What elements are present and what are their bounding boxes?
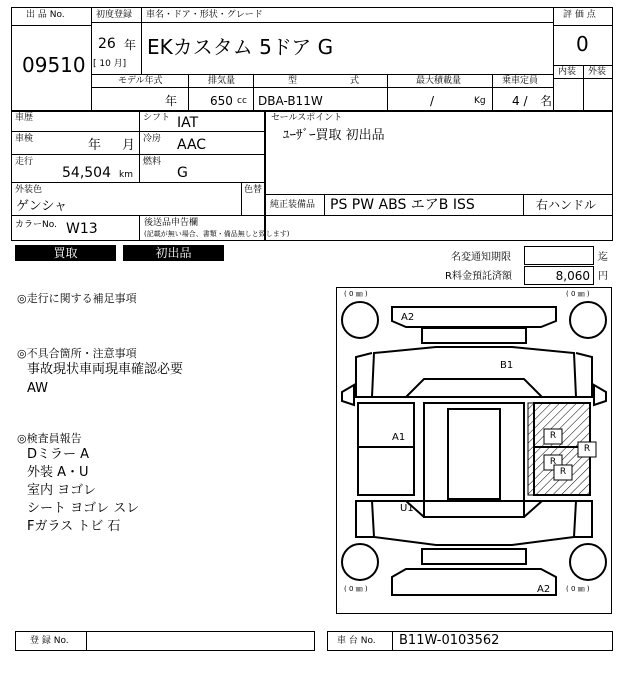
rear-window bbox=[406, 501, 542, 517]
type-label-2: 式 bbox=[350, 76, 360, 86]
divider bbox=[139, 215, 140, 241]
sunroof bbox=[448, 409, 500, 499]
divider bbox=[11, 215, 265, 216]
divider bbox=[265, 215, 613, 216]
mark-a2-rear: A2 bbox=[537, 584, 551, 595]
inspection-year: 年 bbox=[88, 138, 102, 153]
left-mirror bbox=[342, 385, 354, 405]
inspection-label: 車検 bbox=[15, 134, 34, 144]
tire-front-left-depth: ( 0 ㎜ ) bbox=[344, 290, 368, 298]
sales-point-value: ﾕｰｻﾞｰ買取 初出品 bbox=[283, 128, 385, 143]
divider bbox=[253, 74, 254, 111]
divider bbox=[265, 194, 613, 195]
model-year-label: モデル年式 bbox=[118, 76, 163, 86]
ext-color-value: ゲンシャ bbox=[16, 199, 68, 214]
inspection-month: 月 bbox=[122, 138, 136, 153]
purchase-badge: 買取 bbox=[15, 245, 116, 261]
windshield bbox=[406, 379, 542, 397]
capacity-unit: 名 bbox=[540, 94, 553, 108]
front-left-fender bbox=[356, 353, 372, 397]
report-line: 外装 A・U bbox=[27, 465, 89, 480]
first-reg-month: [ 10 月] bbox=[93, 59, 127, 69]
recycle-unit: 円 bbox=[598, 271, 608, 282]
tire-front-right bbox=[570, 302, 606, 338]
displacement-label: 排気量 bbox=[208, 76, 236, 86]
mark-r: R bbox=[583, 444, 591, 454]
max-load-label: 最大積載量 bbox=[416, 76, 462, 86]
tire-rear-left bbox=[342, 544, 378, 580]
color-no-value: W13 bbox=[66, 221, 98, 237]
divider bbox=[583, 65, 584, 111]
divider bbox=[86, 631, 87, 651]
tire-rear-right bbox=[570, 544, 606, 580]
rear-bumper bbox=[392, 569, 556, 595]
type-label: 型 bbox=[288, 76, 298, 86]
divider bbox=[11, 154, 265, 155]
displacement-value: 650 bbox=[210, 94, 233, 108]
divider bbox=[141, 22, 553, 23]
recycle-label: R料金預託済額 bbox=[445, 271, 512, 282]
rear-plate bbox=[422, 549, 526, 564]
divider bbox=[241, 182, 242, 215]
divider bbox=[553, 25, 613, 26]
shift-value: IAT bbox=[177, 115, 199, 131]
mark-r: R bbox=[549, 431, 557, 441]
divider bbox=[523, 194, 524, 215]
mark-b1: B1 bbox=[500, 360, 514, 371]
tire-rear-right-depth: ( 0 ㎜ ) bbox=[566, 585, 590, 593]
model-year-unit: 年 bbox=[165, 94, 178, 108]
car-diagram bbox=[336, 287, 612, 614]
divider bbox=[91, 74, 553, 75]
right-mirror bbox=[594, 385, 606, 405]
mileage-unit: km bbox=[119, 170, 133, 180]
tire-front-left bbox=[342, 302, 378, 338]
mileage-value: 54,504 bbox=[62, 165, 111, 181]
steering-value: 右ハンドル bbox=[536, 198, 597, 212]
divider bbox=[324, 194, 325, 215]
report-line: 室内 ヨゴレ bbox=[27, 483, 97, 498]
recycle-value: 8,060 bbox=[555, 269, 590, 283]
divider bbox=[553, 7, 554, 111]
sales-point-label: セールスポイント bbox=[271, 113, 343, 123]
divider bbox=[492, 74, 493, 111]
front-right-fender bbox=[576, 353, 592, 397]
color-no-label: カラーNo. bbox=[15, 220, 57, 230]
name-change-label: 名変通知期限 bbox=[451, 252, 511, 263]
divider bbox=[139, 111, 140, 182]
defects-line-2: AW bbox=[27, 381, 49, 396]
fuel-value: G bbox=[177, 165, 188, 181]
lot-label: 出 品 No. bbox=[26, 10, 65, 20]
capacity-label: 乗車定員 bbox=[502, 76, 539, 86]
fuel-label: 燃料 bbox=[143, 157, 162, 167]
score-value: 0 bbox=[576, 32, 589, 56]
max-load-unit: Kg bbox=[474, 96, 486, 106]
mark-r: R bbox=[549, 457, 557, 467]
docs-label: 後送品申告欄 bbox=[144, 218, 199, 228]
divider bbox=[141, 7, 142, 74]
mileage-label: 走行 bbox=[15, 157, 34, 167]
first-reg-year-unit: 年 bbox=[124, 38, 137, 52]
divider bbox=[11, 25, 91, 26]
car-name: EKカスタム 5ドア G bbox=[147, 35, 334, 59]
mark-r: R bbox=[559, 467, 567, 477]
ac-label: 冷房 bbox=[143, 134, 162, 144]
divider bbox=[387, 74, 388, 111]
chassis-no-value: B11W-0103562 bbox=[399, 633, 500, 648]
divider bbox=[188, 74, 189, 111]
front-bumper bbox=[392, 307, 556, 327]
color-change-label: 色替 bbox=[244, 185, 263, 195]
divider bbox=[11, 131, 265, 132]
reg-no-label: 登 録 No. bbox=[30, 636, 69, 646]
first-reg-year: 26 bbox=[98, 36, 116, 52]
car-name-label: 車名・ドア・形状・グレード bbox=[146, 10, 263, 20]
driving-notes-header: ◎走行に関する補足事項 bbox=[17, 292, 137, 305]
tire-front-right-depth: ( 0 ㎜ ) bbox=[566, 290, 590, 298]
divider bbox=[91, 87, 553, 88]
ext-color-label: 外装色 bbox=[15, 185, 43, 195]
left-side-panel bbox=[358, 403, 414, 495]
report-line: Fガラス トビ 石 bbox=[27, 519, 121, 534]
report-line: Dミラー A bbox=[27, 447, 90, 462]
equipment-value: PS PW ABS エアB ISS bbox=[330, 197, 475, 213]
ac-value: AAC bbox=[177, 137, 207, 153]
report-line: シート ヨゴレ スレ bbox=[27, 501, 140, 516]
score-label: 評 価 点 bbox=[563, 10, 596, 20]
docs-note: (記載が無い場合、書類・備品無しと致します) bbox=[144, 230, 290, 238]
front-grille bbox=[422, 328, 526, 343]
divider bbox=[11, 182, 265, 183]
type-value: DBA-B11W bbox=[258, 94, 323, 108]
shift-label: シフト bbox=[143, 113, 171, 123]
tire-rear-left-depth: ( 0 ㎜ ) bbox=[344, 585, 368, 593]
defects-line-1: 事故現状車両現車確認必要 bbox=[27, 362, 184, 377]
hood bbox=[372, 347, 576, 397]
divider bbox=[91, 22, 141, 23]
max-load-separator: / bbox=[430, 94, 435, 108]
first-reg-label: 初度登録 bbox=[96, 10, 133, 20]
name-change-unit: 迄 bbox=[598, 252, 608, 263]
first-listing-badge: 初出品 bbox=[123, 245, 224, 261]
displacement-unit: cc bbox=[237, 96, 247, 106]
equipment-label: 純正装備品 bbox=[270, 200, 316, 210]
inspector-header: ◎検査員報告 bbox=[17, 432, 82, 445]
divider bbox=[392, 631, 393, 651]
name-change-box bbox=[524, 246, 594, 265]
capacity-value: 4 / bbox=[512, 94, 528, 108]
mark-a1: A1 bbox=[392, 432, 406, 443]
exterior-label: 外装 bbox=[588, 67, 607, 77]
chassis-no-label: 車 台 No. bbox=[337, 636, 376, 646]
mark-u1: U1 bbox=[400, 503, 414, 514]
mark-a2-front: A2 bbox=[401, 312, 415, 323]
interior-label: 内装 bbox=[558, 67, 577, 77]
lot-number: 09510 bbox=[22, 53, 86, 77]
history-label: 車歴 bbox=[15, 113, 34, 123]
defects-header: ◎不具合箇所・注意事項 bbox=[17, 347, 137, 360]
